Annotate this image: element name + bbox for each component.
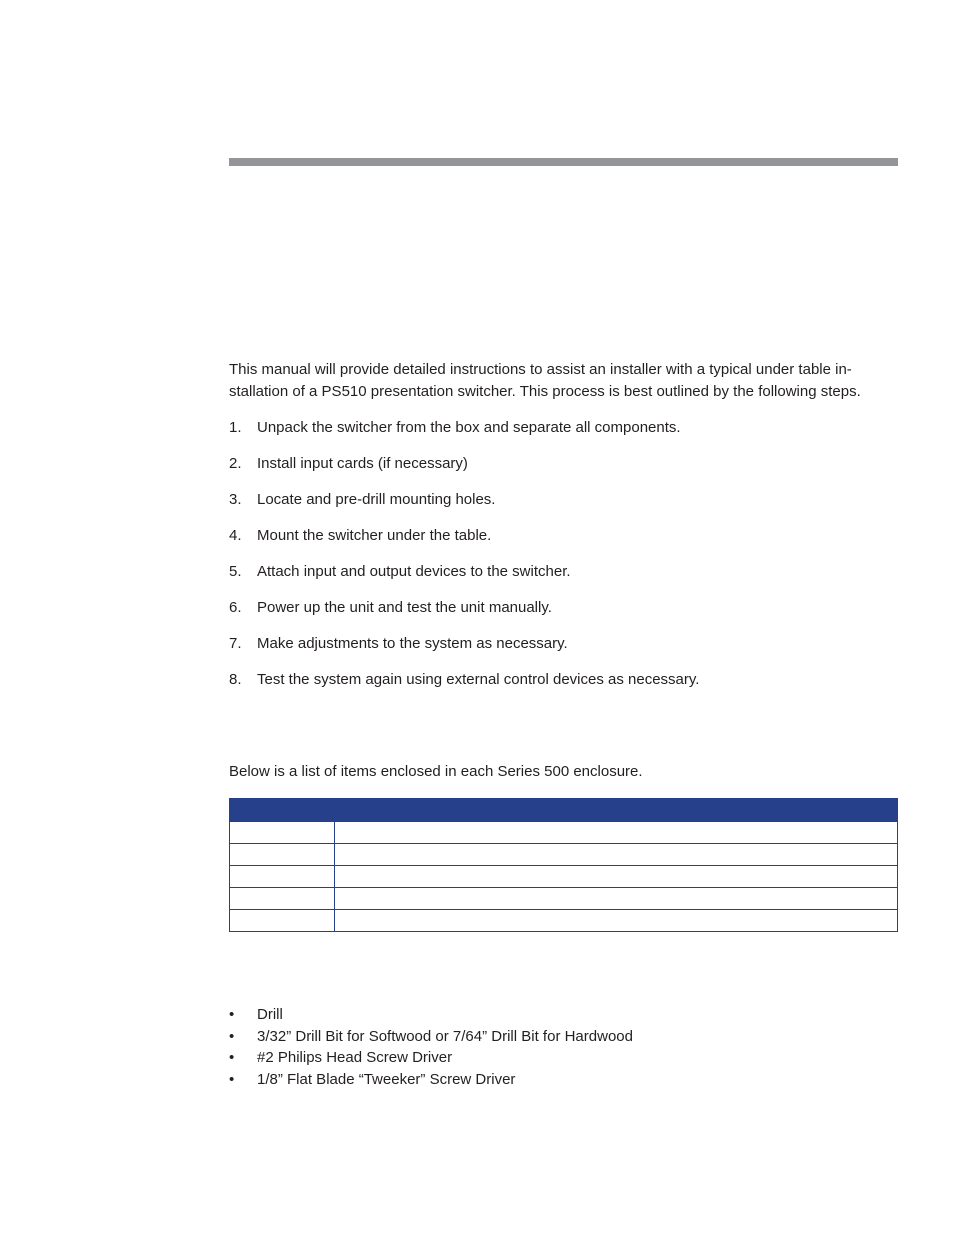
table-header-row <box>230 799 898 822</box>
step-item <box>229 417 898 453</box>
step-text: Locate and pre-drill mounting holes. <box>257 491 496 508</box>
section-divider-rule <box>229 158 898 166</box>
bullet-icon: • <box>229 1027 235 1045</box>
table-cell-item <box>335 888 898 910</box>
table-cell-qty <box>230 888 335 910</box>
step-text: Attach input and output devices to the switcher. <box>257 563 571 580</box>
enclosure-intro-text: Below is a list of items enclosed in each Series 500 enclosure. <box>229 763 643 780</box>
step-text: Unpack the switcher from the box and separate all components. <box>257 419 681 436</box>
tool-text: 1/8” Flat Blade “Tweeker” Screw Driver <box>257 1071 516 1089</box>
step-number: 6. <box>229 599 242 616</box>
step-number: 3. <box>229 491 242 508</box>
step-text: Mount the switcher under the table. <box>257 527 492 544</box>
intro-paragraph: This manual will provide detailed instructions to assist an installer with a typical under table in-stallation of a PS510 presentation switcher. This process is best outlined by the following steps. <box>229 361 861 400</box>
table-cell-item <box>335 910 898 932</box>
installation-steps-list <box>229 417 898 705</box>
table-row <box>230 844 898 866</box>
table-cell-item <box>335 866 898 888</box>
step-text: Make adjustments to the system as necessary. <box>257 635 568 652</box>
step-item <box>229 633 898 669</box>
step-item <box>229 489 898 525</box>
bullet-icon: • <box>229 1071 235 1089</box>
step-item <box>229 453 898 489</box>
step-number: 8. <box>229 671 242 688</box>
step-number: 4. <box>229 527 242 544</box>
table-row <box>230 910 898 932</box>
table-row <box>230 822 898 844</box>
required-tools-list <box>229 1004 633 1091</box>
tool-text: #2 Philips Head Screw Driver <box>257 1049 453 1067</box>
table-cell-qty <box>230 822 335 844</box>
table-cell-qty <box>230 844 335 866</box>
step-item <box>229 525 898 561</box>
step-item <box>229 669 898 705</box>
tool-text: 3/32” Drill Bit for Softwood or 7/64” Drill Bit for Hardwood <box>257 1027 633 1045</box>
table-row <box>230 866 898 888</box>
step-text: Power up the unit and test the unit manually. <box>257 599 552 616</box>
table-cell-qty <box>230 866 335 888</box>
table-cell-item <box>335 822 898 844</box>
step-number: 7. <box>229 635 242 652</box>
bullet-icon: • <box>229 1049 235 1067</box>
list-item <box>229 1069 633 1091</box>
list-item <box>229 1004 633 1026</box>
table-cell-qty <box>230 910 335 932</box>
step-text: Install input cards (if necessary) <box>257 455 468 472</box>
table-row <box>230 888 898 910</box>
enclosure-items-table <box>229 798 898 932</box>
table-header-cell <box>230 799 898 822</box>
step-item <box>229 561 898 597</box>
step-text: Test the system again using external control devices as necessary. <box>257 671 700 688</box>
list-item <box>229 1026 633 1048</box>
tool-text: Drill <box>257 1006 283 1023</box>
step-item <box>229 597 898 633</box>
bullet-icon: • <box>229 1006 235 1023</box>
step-number: 2. <box>229 455 242 472</box>
list-item <box>229 1047 633 1069</box>
table-cell-item <box>335 844 898 866</box>
step-number: 1. <box>229 419 242 436</box>
step-number: 5. <box>229 563 242 580</box>
